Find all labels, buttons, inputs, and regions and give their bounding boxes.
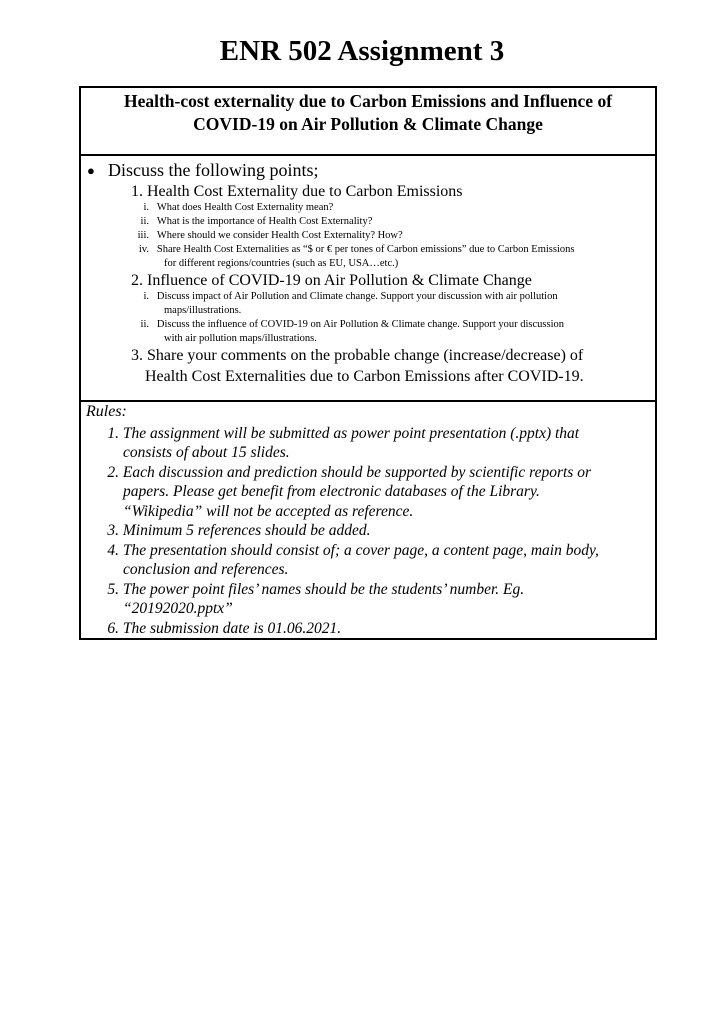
rule-number: 5.: [107, 581, 119, 598]
point-2-sub-ii-cont: with air pollution maps/illustrations.: [164, 333, 317, 344]
point-3-cont: Health Cost Externalities due to Carbon Emissions after COVID-19.: [145, 368, 584, 385]
sub-text: Discuss impact of Air Pollution and Climate change. Support your discussion with air pollution: [156, 291, 558, 302]
table-header: [81, 88, 655, 156]
sub-number: i.: [143, 202, 149, 213]
discussion-intro: Discuss the following points;: [108, 160, 319, 180]
rule-4: [105, 541, 599, 561]
rule-4-cont: conclusion and references.: [123, 561, 289, 578]
sub-text: Share Health Cost Externalities as “$ or € per tones of Carbon emissions” due to Carbon Emissions: [156, 244, 575, 255]
rule-2-cont-2: “Wikipedia” will not be accepted as reference.: [123, 503, 414, 520]
point-2-sub-i-cont: maps/illustrations.: [164, 305, 242, 316]
point-2-sub-i: [131, 290, 558, 304]
point-1-text: Health Cost Externality due to Carbon Emissions: [147, 183, 463, 200]
rules-label: Rules:: [86, 403, 127, 420]
point-1-sub-i: [131, 201, 333, 215]
point-1-sub-iii: [131, 229, 403, 243]
document-title: ENR 502 Assignment 3: [219, 35, 505, 67]
sub-number: ii.: [140, 216, 149, 227]
rule-5: [105, 580, 524, 600]
point-2: [131, 271, 532, 291]
rule-1: [105, 424, 579, 444]
sub-text: What does Health Cost Externality mean?: [156, 202, 334, 213]
point-1: [131, 182, 463, 202]
point-2-number: 2.: [131, 272, 143, 289]
sub-text: Discuss the influence of COVID-19 on Air Pollution & Climate change. Support your discussion: [156, 319, 564, 330]
point-1-sub-ii: [131, 215, 372, 229]
rule-1-cont: consists of about 15 slides.: [123, 444, 290, 461]
assignment-table: [79, 86, 657, 640]
point-3: [131, 346, 583, 366]
point-2-text: Influence of COVID-19 on Air Pollution & Climate Change: [147, 272, 532, 289]
rule-text: The presentation should consist of; a cover page, a content page, main body,: [122, 542, 599, 559]
sub-text: Where should we consider Health Cost Externality? How?: [156, 230, 403, 241]
header-line-2: COVID-19 on Air Pollution & Climate Change: [193, 113, 543, 134]
header-line-1: Health-cost externality due to Carbon Emissions and Influence of: [123, 91, 613, 111]
rule-number: 1.: [107, 425, 119, 442]
point-1-number: 1.: [131, 183, 143, 200]
rule-2: [105, 463, 591, 483]
point-2-sub-ii: [131, 318, 564, 332]
rule-number: 6.: [107, 620, 119, 637]
rule-5-cont: “20192020.pptx”: [123, 600, 233, 617]
rule-text: Each discussion and prediction should be supported by scientific reports or: [122, 464, 591, 481]
rule-text: The assignment will be submitted as power point presentation (.pptx) that: [122, 425, 580, 442]
rule-number: 4.: [107, 542, 119, 559]
sub-number: ii.: [140, 319, 149, 330]
rule-text: Minimum 5 references should be added.: [122, 522, 371, 539]
sub-number: iii.: [137, 230, 149, 241]
sub-text: What is the importance of Health Cost Externality?: [156, 216, 373, 227]
sub-number: i.: [143, 291, 149, 302]
rule-6: [105, 619, 341, 639]
rule-2-cont: papers. Please get benefit from electronic databases of the Library.: [123, 483, 540, 500]
rule-text: The submission date is 01.06.2021.: [122, 620, 342, 637]
discussion-section: [81, 156, 655, 402]
bullet-icon: ●: [87, 163, 95, 178]
point-3-number: 3.: [131, 347, 143, 364]
sub-number: iv.: [138, 244, 149, 255]
rule-number: 3.: [107, 522, 119, 539]
rule-3: [105, 521, 371, 541]
rule-number: 2.: [107, 464, 119, 481]
point-1-sub-iv-cont: for different regions/countries (such as EU, USA…etc.): [164, 258, 399, 269]
point-3-text: Share your comments on the probable change (increase/decrease) of: [147, 347, 584, 364]
rules-section: [81, 402, 655, 638]
rule-text: The power point files’ names should be the students’ number. Eg.: [122, 581, 525, 598]
point-1-sub-iv: [131, 243, 574, 257]
